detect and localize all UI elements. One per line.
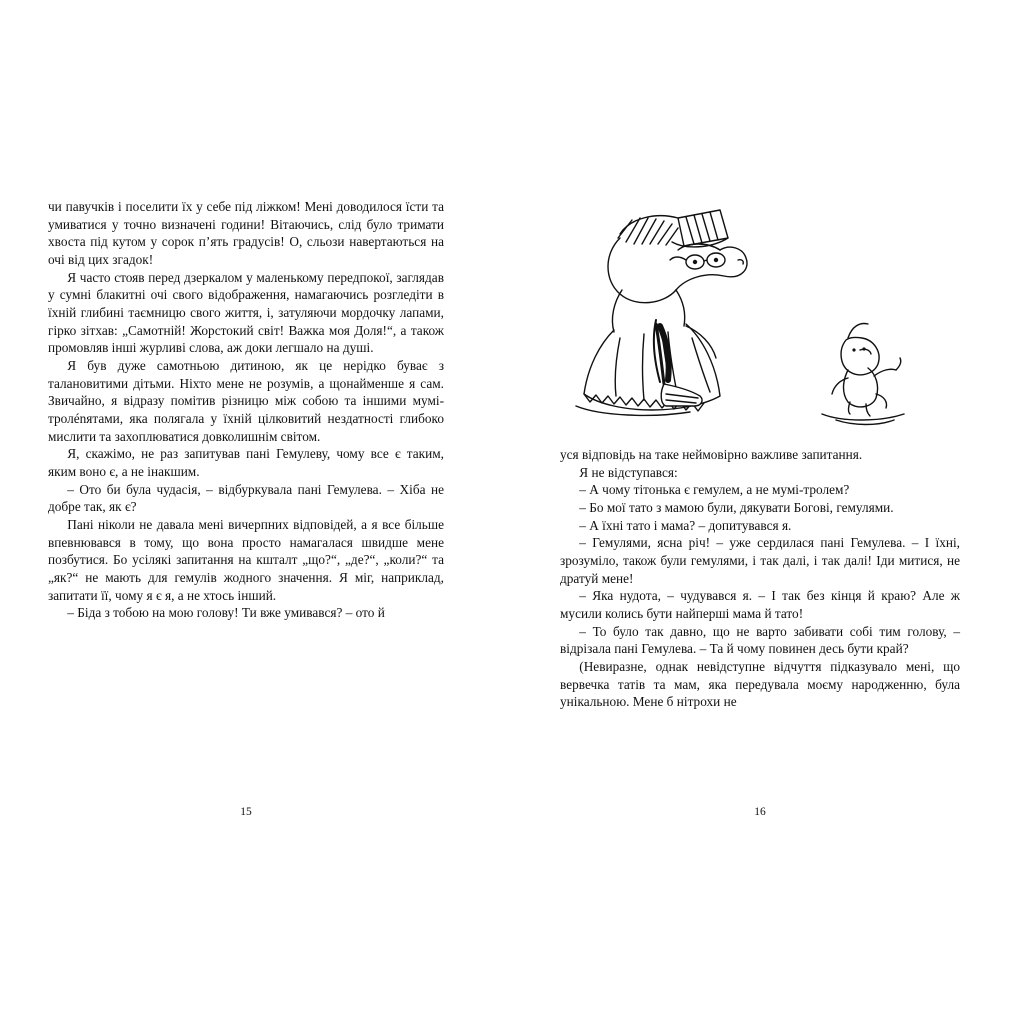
- page-number-left: 15: [240, 806, 252, 818]
- paragraph: Я не відступався:: [579, 464, 678, 480]
- left-page-text: [48, 198, 444, 622]
- paragraph: – Ото би була чудасія, – відбуркувала пані Гемулева. – Хіба не добре так, як є?: [48, 481, 444, 515]
- paragraph: – То було так давно, що не варто забивати собі тим голову, – відрізала пані Гемулева. – Та й чому повинен десь бути край?: [560, 623, 960, 657]
- paragraph: (Невиразне, однак невідступне відчуття підказувало мені, що вервечка татів та мам, яка передувала моєму народженню, була унікальною. Мене б нітрохи не: [560, 659, 960, 710]
- paragraph: – Яка нудота, – чудувався я. – І так без кінця й краю? Але ж мусили колись бути найперші мама й тато!: [560, 588, 960, 622]
- paragraph: Пані ніколи не давала мені вичерпних відповідей, а я все більше впевнювався в тому, що вона просто намагалася швидше мене позбутися. Бо усілякі запитання на кшталт „що?“, „де?“, „коли?“ та „як?“ не мають для гемулів жодного значення. Я міг, наприклад, запитати її, чому я є я, а не хтось інший.: [48, 517, 444, 603]
- paragraph: чи павучків і поселити їх у себе під ліжком! Мені доводилося їсти та умиватися у точно визначені години! Вітаючись, слід було тримати хвоста під кутом у сорок п’ять градусів! О, сльози навертаються на очі від цих згадок!: [48, 199, 444, 268]
- page-left: [48, 198, 444, 1024]
- paragraph: Я часто стояв перед дзеркалом у маленькому передпокої, заглядав у сумні блакитні очі свого відображення, намагаючись розгледіти в їхній глибині таємницю свого життя, і, затуляючи мордочку лапами, гірко зітхав: „Самотній! Жорстокий світ! Важка моя Доля!“, а також промовляв інші журливі слова, аж доки легшало на душі.: [48, 269, 444, 356]
- paragraph: – А чому тітонька є гемулем, а не мумі-тролем?: [579, 482, 850, 498]
- hemulen-and-moomin-illustration: [560, 198, 960, 438]
- paragraph: Я був дуже самотньою дитиною, як це нерідко буває з талановитими дітьми. Ніхто мене не розумів, а щонайменше я сам. Звичайно, я відразу помітив різницю між собою та іншими мумі-тролénятами, яка полягала у їхній цілковитий нездатності глибоко мислити та захоплюватися довколишнім світом.: [48, 358, 444, 444]
- page-right: [560, 198, 960, 1024]
- paragraph: Я, скажімо, не раз запитував пані Гемулеву, чому все є таким, яким воно є, а не інакшим.: [48, 446, 444, 480]
- paragraph: уся відповідь на таке неймовірно важливе запитання.: [560, 447, 863, 462]
- paragraph: – Бо мої тато з мамою були, дякувати Богові, гемулями.: [579, 500, 894, 516]
- paragraph: – А їхні тато і мама? – допитувався я.: [579, 517, 792, 533]
- page-number-right: 16: [754, 806, 766, 818]
- paragraph: – Біда з тобою на мою голову! Ти вже умивався? – ото й: [67, 605, 385, 621]
- right-page-text: [560, 446, 960, 711]
- paragraph: – Гемулями, ясна річ! – уже сердилася пані Гемулева. – І їхні, зрозуміло, також були гемулями, і так далі, і так далі! Іди митися, не дратуй мене!: [560, 535, 960, 586]
- illustration-artwork: [560, 198, 960, 438]
